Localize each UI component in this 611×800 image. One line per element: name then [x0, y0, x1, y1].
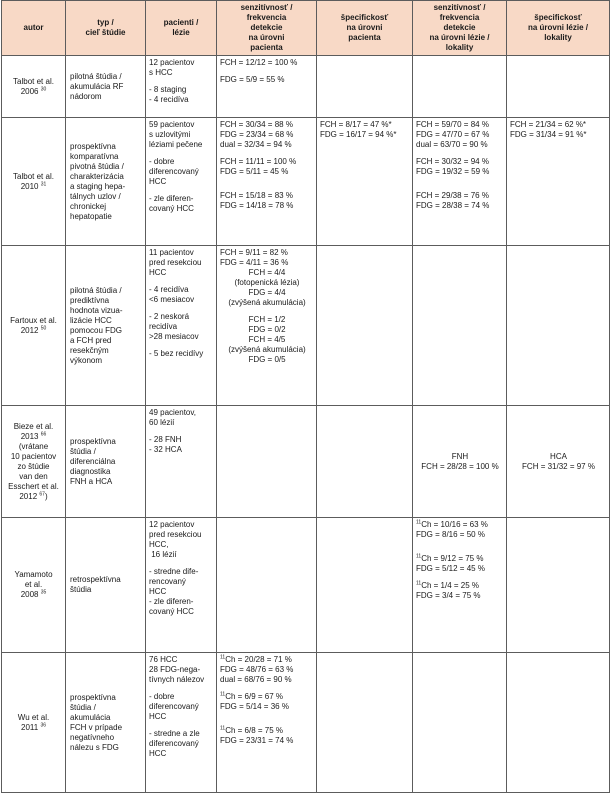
cell-line: FDG = 3/4 = 75 % [416, 591, 481, 600]
cell-line: 28 FDG-nega- [149, 665, 201, 674]
cell-line: akumulácia [70, 712, 111, 722]
cell-line: HCC [149, 712, 167, 721]
cell-line: FCH = 4/5 [248, 335, 286, 344]
header-line: na úrovni [248, 33, 285, 42]
cell-line: (zvýšená akumulácia) [228, 298, 306, 307]
cell-line: pilotná štúdia / [70, 71, 122, 81]
cell-line: lizácie HCC [70, 315, 112, 325]
cell-line: 2010 $^{31}$ [20, 180, 47, 191]
header-line: cieľ štúdie [85, 28, 126, 37]
cell-line: covaný HCC [149, 204, 194, 213]
header-sens-lezia [413, 1, 507, 56]
header-line: na úrovni lézie / [527, 23, 588, 32]
header-typ [66, 1, 146, 56]
spec-lezia-cell [507, 118, 610, 246]
cell-line: 16 lézií [149, 550, 177, 559]
cell-line: dual = 32/34 = 94 % [220, 140, 292, 149]
cell-line [149, 428, 214, 435]
cell-line: FCH = 12/12 = 100 % [220, 58, 298, 67]
autor-cell [2, 406, 66, 518]
header-line: detekcie [250, 23, 283, 32]
cell-line: - dobre [149, 692, 175, 701]
cell-line: - 28 FNH [149, 435, 182, 444]
cell-line: et al. [24, 580, 43, 589]
autor-cell [2, 118, 66, 246]
spec-lezia-cell [507, 246, 610, 406]
cell-line: komparatívna [70, 151, 119, 161]
cell-line: výkonom [70, 355, 103, 365]
cell-line [220, 712, 314, 719]
cell-line: >28 mesiacov [149, 332, 199, 341]
header-line: frekvencia [439, 13, 480, 22]
cell-line: HCC [149, 268, 167, 277]
cell-line: FDG = 5/9 = 55 % [220, 75, 285, 84]
cell-line: FDG = 0/5 [248, 355, 286, 364]
cell-line: s HCC [149, 68, 173, 77]
pacienti-cell [146, 246, 217, 406]
sens-lezia-cell [413, 246, 507, 406]
cell-line: pivotná štúdia / [70, 161, 124, 171]
cell-line: FCH = 30/34 = 88 % [220, 120, 293, 129]
cell-line: Wu et al. [17, 712, 50, 722]
autor-cell [2, 653, 66, 793]
pacienti-cell [146, 118, 217, 246]
cell-line [220, 308, 314, 315]
cell-line: FDG = 23/34 = 68 % [220, 130, 294, 139]
table-row [2, 653, 610, 793]
header-line: na úrovni [346, 23, 383, 32]
cell-line [149, 150, 214, 157]
sens-pacient-cell [217, 653, 317, 793]
pacienti-cell [146, 56, 217, 118]
cell-line: - 4 recidíva [149, 95, 189, 104]
spec-lezia-cell [507, 56, 610, 118]
cell-line: FCH = 21/34 = 62 %* [510, 120, 587, 129]
header-spec-lezia [507, 1, 610, 56]
cell-line [416, 540, 504, 547]
cell-line: FDG = 8/16 = 50 % [416, 530, 485, 539]
cell-line: (vrátane [18, 441, 49, 451]
cell-line: FCH = 29/38 = 76 % [416, 191, 489, 200]
cell-line: FCH = 4/4 [248, 268, 286, 277]
cell-line: HCC [149, 587, 167, 596]
cell-line [149, 278, 214, 285]
cell-line: - 32 HCA [149, 445, 182, 454]
cell-line: prediktívna [70, 295, 110, 305]
spec-pacient-cell [317, 406, 413, 518]
cell-line: FDG = 47/70 = 67 % [416, 130, 490, 139]
spec-lezia-cell [507, 518, 610, 653]
cell-line: FNH [451, 451, 469, 461]
cell-line: 12 pacientov [149, 520, 195, 529]
cell-line: Fartoux et al. [10, 315, 57, 325]
cell-line [220, 68, 314, 75]
table-row [2, 56, 610, 118]
cell-line: 10 pacientov [10, 451, 57, 461]
header-sens-pacient [217, 1, 317, 56]
header-autor [2, 1, 66, 56]
cell-line: FDG = 23/31 = 74 % [220, 736, 294, 745]
cell-line: diagnostika [70, 466, 111, 476]
cell-line [220, 184, 314, 191]
cell-line: 12 pacientov [149, 58, 195, 67]
cell-line [416, 177, 504, 184]
cell-line [149, 305, 214, 312]
header-line: lokality [445, 43, 474, 52]
cell-line: - 8 staging [149, 85, 187, 94]
header-row [2, 1, 610, 56]
cell-line: štúdia [70, 585, 92, 594]
cell-line: štúdia / [70, 446, 96, 456]
cell-line: - zle diferen- [149, 597, 194, 606]
cell-line: retrospektívna [70, 575, 121, 584]
header-line: detekcie [443, 23, 476, 32]
cell-line: 59 pacientov [149, 120, 195, 129]
header-pacienti [146, 1, 217, 56]
cell-line: resekčným [70, 345, 109, 355]
spec-pacient-cell [317, 56, 413, 118]
cell-line: 49 pacientov, [149, 408, 196, 417]
header-line: špecifickosť [534, 13, 582, 22]
cell-line: pomocou FDG [70, 325, 123, 335]
cell-line [149, 187, 214, 194]
cell-line: FDG = 19/32 = 59 % [416, 167, 490, 176]
cell-line: (zvýšená akumulácia) [228, 345, 306, 354]
table-row [2, 246, 610, 406]
cell-line: charakterizácia [70, 171, 124, 181]
cell-line: dual = 68/76 = 90 % [220, 675, 292, 684]
cell-line: FDG = 31/34 = 91 %* [510, 130, 587, 139]
cell-line: FDG = 16/17 = 94 %* [320, 130, 397, 139]
cell-line: FCH = 1/2 [248, 315, 286, 324]
cell-line: akumulácia RF [70, 81, 124, 91]
cell-line [416, 150, 504, 157]
cell-line: FDG = 4/4 [248, 288, 286, 297]
cell-line: negatívneho [70, 732, 115, 742]
cell-line: $^{11}$Ch = 20/28 = 71 % [220, 654, 292, 664]
cell-line: <6 mesiacov [149, 295, 195, 304]
sens-pacient-cell [217, 246, 317, 406]
cell-line [149, 560, 214, 567]
cell-line [149, 342, 214, 349]
spec-lezia-cell [507, 406, 610, 518]
autor-cell [2, 246, 66, 406]
cell-line: 11 pacientov [149, 248, 194, 257]
cell-line: FDG = 5/14 = 36 % [220, 702, 289, 711]
cell-line: hodnota vizua- [70, 305, 123, 315]
header-line: lokality [544, 33, 572, 42]
cell-line: Yamamoto [14, 570, 53, 579]
cell-line: Bieze et al. [13, 421, 54, 431]
spec-pacient-cell [317, 653, 413, 793]
cell-line: - zle diferen- [149, 194, 194, 203]
header-line: typ / [97, 18, 114, 27]
cell-line: Talbot et al. [13, 76, 54, 86]
header-line: frekvencia [246, 13, 287, 22]
pacienti-cell [146, 653, 217, 793]
cell-line: a staging hepa- [70, 181, 126, 191]
cell-line: - stredne a zle [149, 729, 200, 738]
cell-line: léziami pečene [149, 140, 203, 149]
typ-cell [66, 56, 146, 118]
cell-line: 2011 $^{36}$ [21, 721, 46, 732]
autor-cell [2, 518, 66, 653]
pacienti-cell [146, 406, 217, 518]
spec-lezia-cell [507, 653, 610, 793]
cell-line: (fotopenická lézia) [234, 278, 300, 287]
cell-line: FDG = 48/76 = 63 % [220, 665, 294, 674]
cell-line: FCH = 31/32 = 97 % [522, 461, 595, 471]
cell-line: Esschert et al. [8, 481, 59, 491]
cell-line: pilotná štúdia / [70, 285, 122, 295]
cell-line: Talbot et al. [13, 171, 54, 181]
cell-line: FDG = 0/2 [248, 325, 286, 334]
cell-line: 76 HCC [149, 655, 178, 664]
cell-line: diferenciálna [70, 456, 116, 466]
header-line: pacienta [348, 33, 381, 42]
cell-line [149, 685, 214, 692]
header-line: na úrovni lézie / [429, 33, 490, 42]
header-line: autor [23, 23, 44, 32]
cell-line: chronickej [70, 201, 107, 211]
cell-line: FCH v prípade [70, 722, 123, 732]
header-spec-pacient [317, 1, 413, 56]
header-line: pacienta [250, 43, 283, 52]
study-comparison-table [1, 0, 610, 793]
sens-lezia-cell [413, 118, 507, 246]
cell-line: - 5 bez recidívy [149, 349, 204, 358]
cell-line: nálezu s FDG [70, 742, 119, 752]
cell-line: tívnych nálezov [149, 675, 205, 684]
cell-line [416, 547, 504, 554]
cell-line: - stredne dife- [149, 567, 199, 576]
typ-cell [66, 406, 146, 518]
cell-line: FCH = 30/32 = 94 % [416, 157, 489, 166]
sens-pacient-cell [217, 406, 317, 518]
cell-line [220, 719, 314, 726]
cell-line: tálnych uzlov / [70, 191, 121, 201]
cell-line: prospektívna [70, 692, 116, 702]
cell-line: FDG = 4/11 = 36 % [220, 258, 289, 267]
sens-lezia-cell [413, 56, 507, 118]
sens-lezia-cell [413, 518, 507, 653]
cell-line: diferencovaný [149, 702, 199, 711]
autor-cell [2, 56, 66, 118]
cell-line [220, 685, 314, 692]
cell-line: diferencovaný [149, 167, 199, 176]
typ-cell [66, 118, 146, 246]
cell-line [149, 78, 214, 85]
spec-pacient-cell [317, 518, 413, 653]
table-row [2, 406, 610, 518]
cell-line: HCC, [149, 540, 169, 549]
cell-line: FCH = 11/11 = 100 % [220, 157, 297, 166]
typ-cell [66, 246, 146, 406]
cell-line: 2013 $^{66}$ [20, 430, 47, 441]
cell-line: FDG = 28/38 = 74 % [416, 201, 490, 210]
cell-line: 2012 $^{50}$ [20, 324, 47, 335]
table-row [2, 518, 610, 653]
sens-lezia-cell [413, 406, 507, 518]
cell-line: štúdia / [70, 702, 96, 712]
cell-line: a FCH pred [70, 335, 112, 345]
cell-line: s uzlovitými [149, 130, 191, 139]
sens-lezia-cell [413, 653, 507, 793]
typ-cell [66, 518, 146, 653]
cell-line: hepatopatie [70, 211, 112, 221]
typ-cell [66, 653, 146, 793]
header-line: pacienti / [163, 18, 199, 27]
cell-line: recidíva [149, 322, 178, 331]
cell-line: FDG = 5/11 = 45 % [220, 167, 289, 176]
cell-line: $^{11}$Ch = 1/4 = 25 % [416, 580, 480, 590]
cell-line: HCC [149, 177, 167, 186]
cell-line: 2008 $^{35}$ [20, 589, 47, 599]
cell-line: FCH = 8/17 = 47 %* [320, 120, 392, 129]
cell-line: prospektívna [70, 436, 116, 446]
cell-line: - 4 recidíva [149, 285, 189, 294]
spec-pacient-cell [317, 118, 413, 246]
cell-line: prospektívna [70, 141, 116, 151]
cell-line: zo štúdie [17, 461, 50, 471]
cell-line: $^{11}$Ch = 9/12 = 75 % [416, 553, 484, 563]
cell-line: HCC [149, 749, 167, 758]
table-row [2, 118, 610, 246]
cell-line [220, 150, 314, 157]
cell-line: dual = 63/70 = 90 % [416, 140, 488, 149]
pacienti-cell [146, 518, 217, 653]
cell-line: pred resekciou [149, 258, 202, 267]
cell-line: $^{11}$Ch = 10/16 = 63 % [416, 519, 488, 529]
header-line: špecifickosť [340, 13, 389, 22]
cell-line: FCH = 59/70 = 84 % [416, 120, 489, 129]
cell-line: van den [19, 471, 48, 481]
cell-line: FDG = 5/12 = 45 % [416, 564, 485, 573]
cell-line: FDG = 14/18 = 78 % [220, 201, 294, 210]
cell-line: covaný HCC [149, 607, 194, 616]
sens-pacient-cell [217, 518, 317, 653]
cell-line [220, 177, 314, 184]
cell-line: $^{11}$Ch = 6/9 = 67 % [220, 691, 284, 701]
header-line: senzitívnosť / [240, 3, 293, 12]
spec-pacient-cell [317, 246, 413, 406]
cell-line: pred resekciou [149, 530, 202, 539]
cell-line: - dobre [149, 157, 175, 166]
cell-line [149, 722, 214, 729]
cell-line: $^{11}$Ch = 6/8 = 75 % [220, 725, 284, 735]
cell-line: rencovaný [149, 577, 186, 586]
cell-line: diferencovaný [149, 739, 199, 748]
sens-pacient-cell [217, 56, 317, 118]
cell-line: - 2 neskorá [149, 312, 190, 321]
cell-line: nádorom [70, 91, 102, 101]
cell-line: FCH = 15/18 = 83 % [220, 191, 293, 200]
header-line: lézie [172, 28, 190, 37]
cell-line: FCH = 28/28 = 100 % [421, 461, 499, 471]
cell-line: HCA [550, 451, 567, 461]
cell-line [416, 184, 504, 191]
cell-line: 2006 $^{30}$ [20, 85, 47, 96]
header-line: senzitívnosť / [433, 3, 486, 12]
cell-line: FNH a HCA [70, 476, 113, 486]
sens-pacient-cell [217, 118, 317, 246]
cell-line: FCH = 9/11 = 82 % [220, 248, 288, 257]
cell-line [416, 574, 504, 581]
cell-line: 60 lézií [149, 418, 175, 427]
cell-line: 2012 $^{67}$) [19, 490, 48, 501]
